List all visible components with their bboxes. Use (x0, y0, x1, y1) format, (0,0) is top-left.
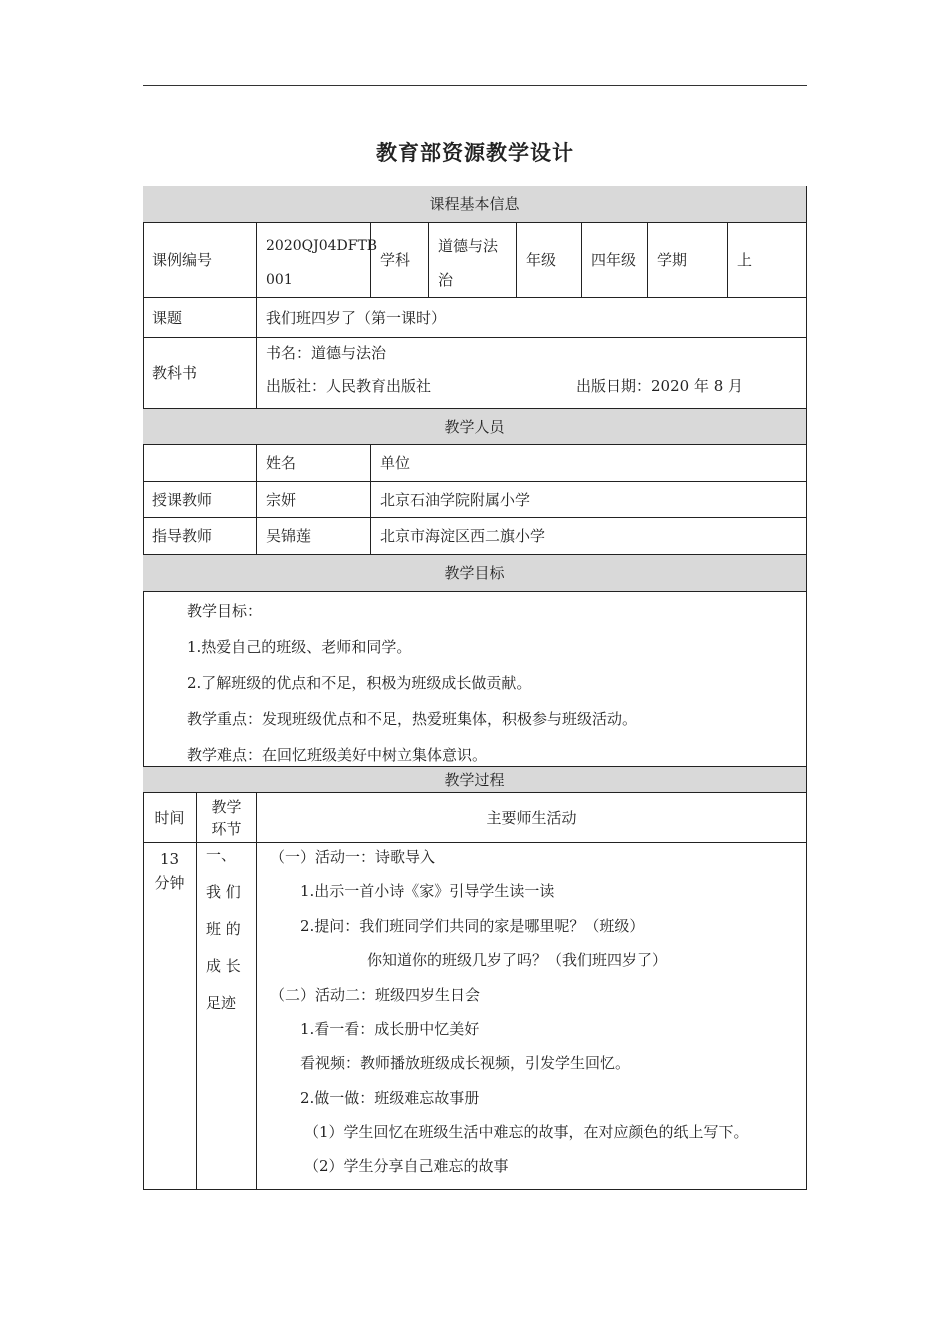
textbook-label: 教科书 (143, 338, 257, 409)
time-line2: 分钟 (154, 874, 185, 892)
stage-line: 成 长 (206, 957, 241, 975)
subject-line1: 道德与法 (438, 237, 499, 255)
pub-date: 出版日期：2020 年 8 月 (576, 377, 744, 395)
header-rule (143, 85, 807, 86)
process-header: 教学过程 (143, 767, 807, 793)
subject-value (429, 223, 517, 298)
staff-role: 指导教师 (143, 518, 257, 555)
goals-body (143, 592, 807, 767)
goal-line: 教学重点：发现班级优点和不足，热爱班集体，积极参与班级活动。 (187, 710, 638, 728)
stage-line: 足迹 (206, 994, 237, 1012)
subject-line2: 治 (438, 271, 454, 289)
staff-unit-col: 单位 (371, 445, 807, 482)
stage-col-line1: 教学 (211, 798, 242, 816)
process-activity-col: 主要师生活动 (257, 793, 807, 843)
activity-line: 1.看一看：成长册中忆美好 (300, 1020, 480, 1038)
goal-line: 1.热爱自己的班级、老师和同学。 (187, 638, 412, 656)
page-title: 教育部资源教学设计 (376, 141, 574, 165)
activity-line: 1.出示一首小诗《家》引导学生读一读 (300, 882, 555, 900)
case-id-value (257, 223, 378, 298)
staff-unit: 北京石油学院附属小学 (371, 482, 807, 518)
goal-line: 教学难点：在回忆班级美好中树立集体意识。 (187, 746, 488, 764)
activity-line: 2.提问：我们班同学们共同的家是哪里呢？（班级） (300, 917, 645, 935)
activity-line: 你知道你的班级几岁了吗？（我们班四岁了） (367, 951, 668, 969)
subject-label: 学科 (371, 223, 429, 298)
case-id-line2: 001 (266, 272, 293, 288)
activity-line: （二）活动二：班级四岁生日会 (270, 986, 481, 1004)
staff-role: 授课教师 (143, 482, 257, 518)
process-time-col: 时间 (143, 793, 197, 843)
activity-line: （一）活动一：诗歌导入 (270, 848, 436, 866)
goal-line: 2.了解班级的优点和不足，积极为班级成长做贡献。 (187, 674, 532, 692)
staff-name: 宗妍 (257, 482, 371, 518)
topic-label: 课题 (143, 298, 257, 338)
staff-name-col: 姓名 (257, 445, 371, 482)
topic-value: 我们班四岁了（第一课时） (257, 298, 807, 338)
staff-header: 教学人员 (143, 409, 807, 445)
time-line1: 13 (159, 850, 180, 868)
stage-line: 班 的 (206, 920, 241, 938)
activity-line: 看视频：教师播放班级成长视频，引发学生回忆。 (300, 1054, 631, 1072)
goals-header: 教学目标 (143, 555, 807, 592)
case-id-label: 课例编号 (143, 223, 257, 298)
book-name: 书名：道德与法治 (266, 344, 387, 362)
grade-label: 年级 (517, 223, 582, 298)
grade-value: 四年级 (582, 223, 648, 298)
goals-lines (187, 593, 806, 773)
stage-line: 一、 (206, 846, 237, 864)
staff-name: 吴锦莲 (257, 518, 371, 555)
activity-line: （1）学生回忆在班级生活中难忘的故事，在对应颜色的纸上写下。 (304, 1123, 749, 1141)
process-stage (197, 843, 257, 1190)
process-activities (257, 843, 807, 1190)
case-id-line1: 2020QJ04DFTB (266, 238, 378, 254)
goal-line: 教学目标： (187, 602, 263, 620)
activity-line: （2）学生分享自己难忘的故事 (304, 1157, 509, 1175)
activity-line: 2.做一做：班级难忘故事册 (300, 1089, 480, 1107)
course-info-header: 课程基本信息 (143, 186, 807, 223)
process-stage-col (197, 793, 257, 843)
staff-blank-cell (143, 445, 257, 482)
stage-col-line2: 环节 (211, 820, 242, 838)
staff-unit: 北京市海淀区西二旗小学 (371, 518, 807, 555)
textbook-value (257, 338, 807, 409)
process-time (143, 843, 197, 1190)
term-value: 上 (728, 223, 807, 298)
term-label: 学期 (648, 223, 728, 298)
stage-line: 我 们 (206, 883, 241, 901)
publisher: 出版社：人民教育出版社 (266, 377, 432, 395)
